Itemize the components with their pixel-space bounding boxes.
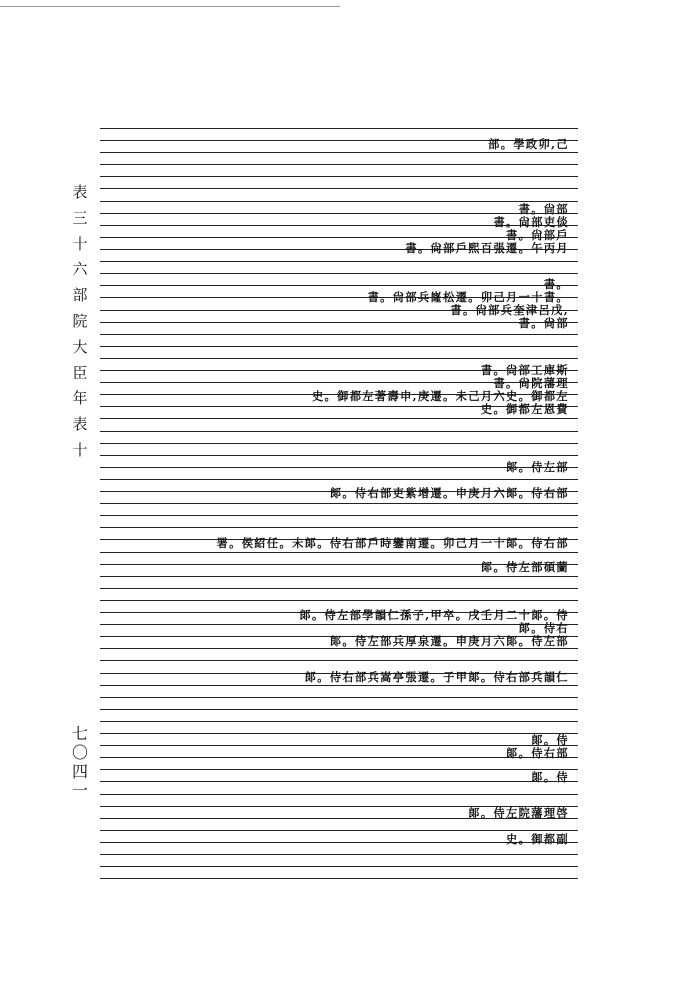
table-rule [100, 152, 578, 153]
entry-17: 郞。侍左部碩蘭 [480, 560, 569, 574]
page-number-char: 七 [71, 724, 88, 743]
page-number [70, 724, 90, 800]
side-title-char: 十 [72, 440, 88, 459]
entry-15: 郞。侍右部吏紫增遷。申庚月六郞。侍右部 [329, 486, 569, 500]
entry-24: 郞。侍 [531, 770, 569, 784]
table-rule [100, 515, 578, 516]
entry-2: 書。尙部 [518, 202, 569, 216]
entry-13: 史。御都左恩費 [480, 402, 569, 416]
entry-3: 書。尙部吏倓 [493, 215, 569, 229]
side-title-char: 六 [72, 260, 88, 279]
table-rule [100, 188, 578, 189]
side-title-char: 大 [72, 337, 88, 356]
table-rule [100, 479, 578, 480]
table-rule [100, 697, 578, 698]
table-rule [100, 176, 578, 177]
table-rule [100, 273, 578, 274]
entry-10: 書。尙部工庫斯 [480, 363, 569, 377]
entry-21: 郞。侍右部兵嵩亭張遷。子甲郞。侍右部兵韻仁 [304, 670, 569, 684]
table-rule [100, 213, 578, 214]
table-rule [100, 685, 578, 686]
table-rule [100, 128, 578, 129]
side-title [70, 180, 90, 464]
side-title-char: 院 [72, 311, 88, 330]
entry-1: 部。學政卯,己 [488, 137, 569, 151]
entry-5: 書。尙部戶熙百張遷。午丙月 [405, 241, 569, 255]
table-rule [100, 455, 578, 456]
entry-9: 書。尙部 [518, 316, 569, 330]
page-number-char: 一 [71, 781, 88, 800]
side-title-char: 十 [72, 234, 88, 253]
page-number-char: 四 [71, 762, 88, 781]
table-rule [100, 285, 578, 286]
side-title-char: 表 [72, 415, 88, 434]
table-rule [100, 721, 578, 722]
entry-25: 郞。侍左院藩理啓 [468, 806, 569, 820]
table-rule [100, 588, 578, 589]
entry-23: 郞。侍右部 [506, 746, 569, 760]
table-rule [100, 418, 578, 419]
table-rule [100, 794, 578, 795]
table-rule [100, 261, 578, 262]
table-rule [100, 576, 578, 577]
table-rule [100, 709, 578, 710]
side-title-char: 三 [72, 208, 88, 227]
table-rule [100, 503, 578, 504]
entry-6: 書。 [543, 277, 569, 291]
table-rule [100, 878, 578, 879]
table-rule [100, 201, 578, 202]
entry-7: 書。尙部兵嶐松遷。卯己月一十書。 [367, 290, 569, 304]
table-rule [100, 358, 578, 359]
table-rule [100, 866, 578, 867]
table-rule [100, 552, 578, 553]
table-rule [100, 322, 578, 323]
table-rule [100, 648, 578, 649]
entry-26: 史。御都副 [506, 832, 569, 846]
table-rule [100, 854, 578, 855]
entry-22: 郞。侍 [531, 733, 569, 747]
entry-4: 書。尙部戶 [506, 228, 569, 242]
table-rule [100, 781, 578, 782]
table-rule [100, 769, 578, 770]
entry-11: 書。尙院藩理 [493, 376, 569, 390]
table-rule [100, 346, 578, 347]
table-rule [100, 624, 578, 625]
page-number-char: 〇 [71, 743, 88, 762]
table-rule [100, 334, 578, 335]
entry-12: 史。御都左著壽申,庚遷。未己月六史。御都左 [311, 389, 569, 403]
table-rule [100, 600, 578, 601]
side-title-char: 臣 [72, 363, 88, 382]
table-rule [100, 830, 578, 831]
entry-16: 署。侯紹任。未郞。侍右部戶時鑾南遷。卯己月一十郞。侍右部 [216, 536, 569, 550]
table-rule [100, 443, 578, 444]
entry-18: 郞。侍左部學韻仁孫子,甲卒。戌壬月二十郞。侍 [299, 608, 569, 622]
side-title-char: 表 [72, 183, 88, 201]
side-title-char: 年 [72, 389, 88, 408]
table-rule [100, 431, 578, 432]
side-title-char: 部 [72, 286, 88, 305]
table-rule [100, 164, 578, 165]
entry-8: 書。尙部兵奎津呂戊, [450, 303, 569, 317]
table-rule [100, 733, 578, 734]
entry-14: 郞。侍左部 [506, 460, 569, 474]
entry-19: 郞。侍右 [518, 621, 569, 635]
table-rule [100, 527, 578, 528]
table-rule [100, 660, 578, 661]
entry-20: 郞。侍左部兵厚泉遷。申庚月六郞。侍左部 [329, 634, 569, 648]
